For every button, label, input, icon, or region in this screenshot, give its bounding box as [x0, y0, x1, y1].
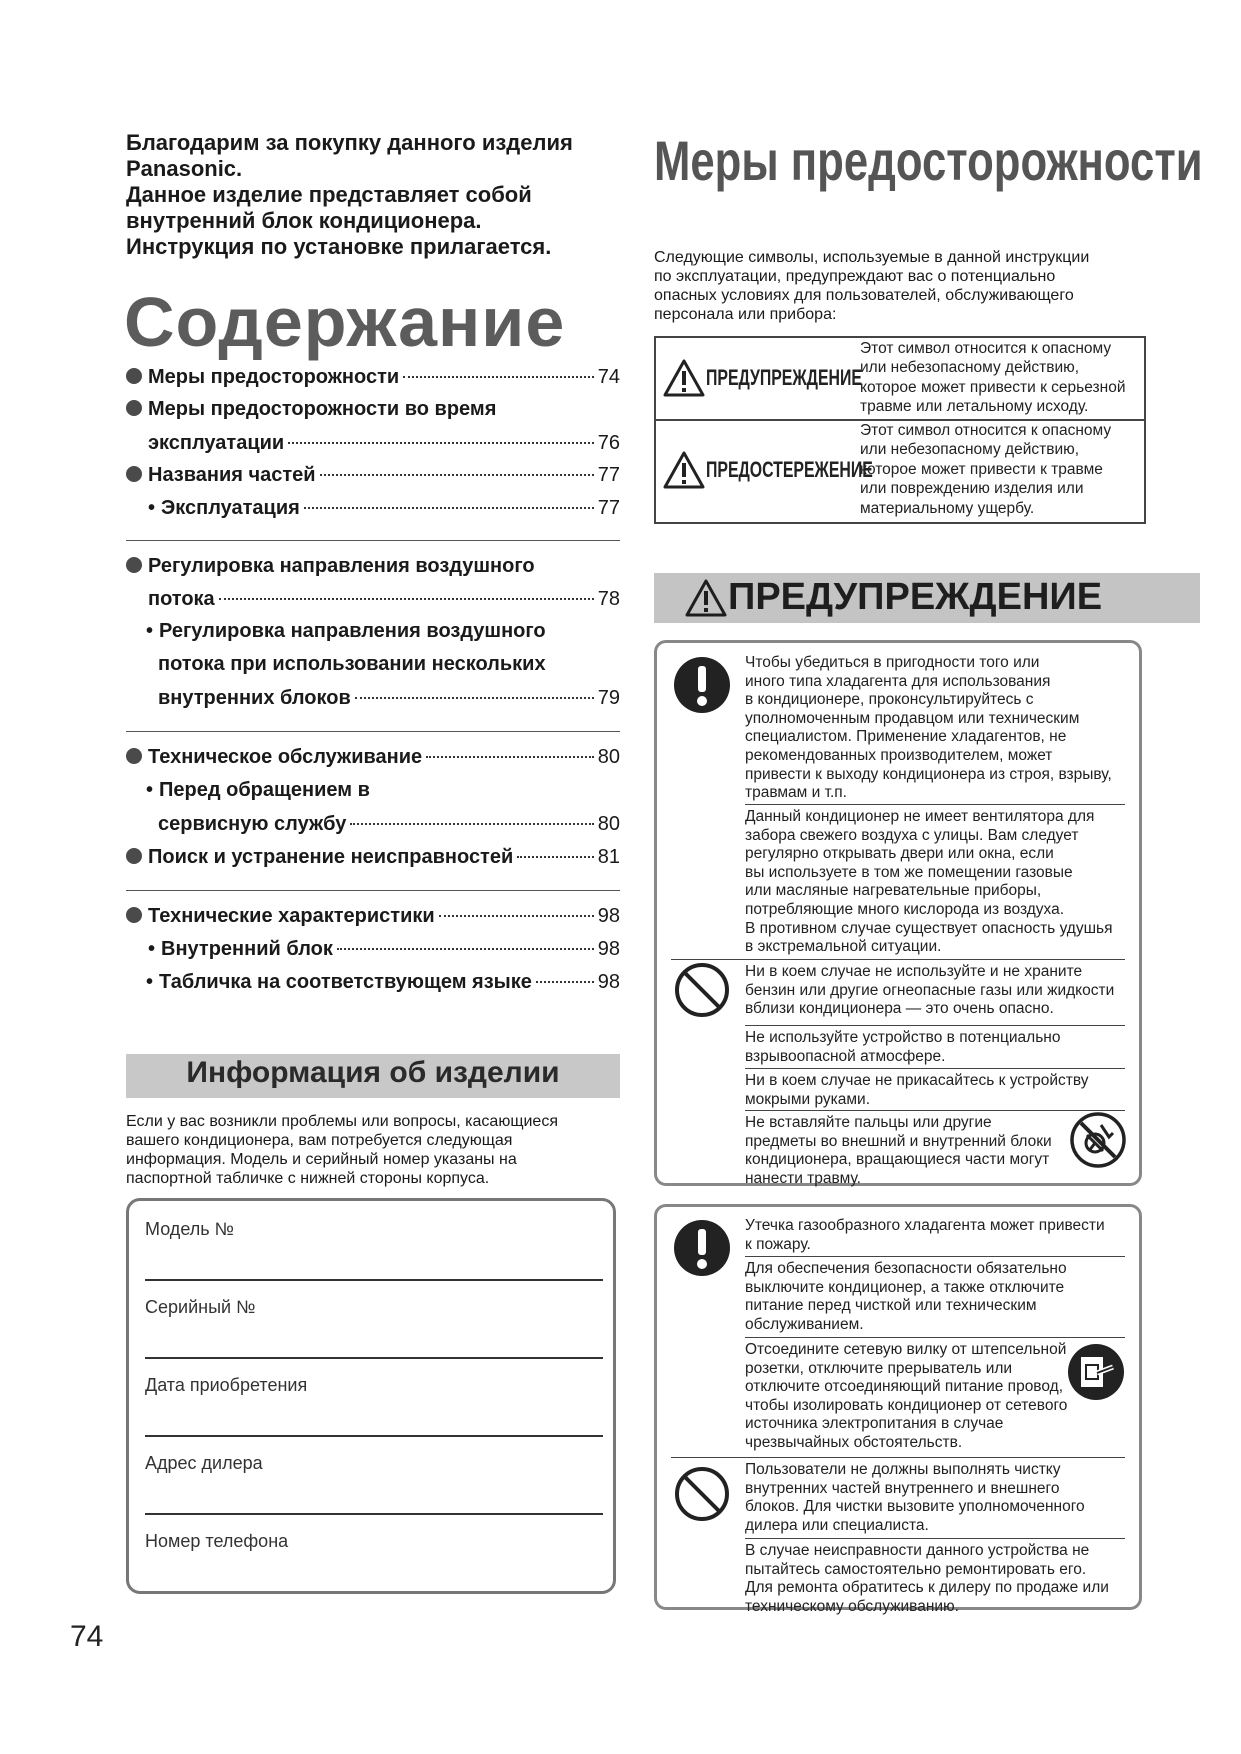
toc-page: 98: [597, 971, 620, 993]
dot-leader: [403, 376, 594, 378]
text-line: Чтобы убедиться в пригодности того или: [745, 654, 1040, 671]
warning-triangle-icon: [662, 358, 706, 398]
warning-heading: [684, 576, 1102, 619]
item-divider: [745, 1110, 1125, 1111]
warning-item: [745, 1114, 1135, 1188]
text-line: травме или летальному исходу.: [860, 398, 1089, 416]
toc-item-operation-precautions-cont[interactable]: [148, 432, 620, 462]
toc-item-before-service-cont[interactable]: [158, 813, 620, 843]
contents-title: Содержание: [124, 283, 566, 361]
text-line: или повреждению изделия или: [860, 480, 1084, 498]
toc-item-airflow-multi-cont[interactable]: [158, 653, 620, 683]
toc-label: Внутренний блок: [161, 938, 333, 960]
prohibited-icon: [673, 961, 731, 1019]
warning-item: [745, 654, 1135, 803]
intro-line: Благодарим за покупку данного изделия: [126, 130, 573, 155]
text-line: дилера или специалиста.: [745, 1516, 929, 1534]
section-divider: [671, 959, 1125, 960]
intro-line: Инструкция по установке прилагается.: [126, 234, 552, 259]
text-line: Для обеспечения безопасности обязательно: [745, 1260, 1067, 1277]
text-line: привести к выходу кондиционера из строя, взрыву,: [745, 765, 1112, 783]
toc-item-airflow-multi-cont2[interactable]: [158, 687, 620, 717]
toc-item-troubleshooting[interactable]: [126, 846, 620, 876]
toc-item-part-names[interactable]: [126, 464, 620, 494]
precautions-intro: [654, 248, 1154, 324]
text-line: Утечка газообразного хладагента может привести: [745, 1217, 1105, 1234]
text-line: которое может привести к серьезной: [860, 378, 1126, 396]
text-line: чтобы изолировать кондиционер от сетевого: [745, 1396, 1068, 1414]
dot-leader: [439, 915, 594, 917]
text-line: по эксплуатации, предупреждают вас о потенциально: [654, 268, 1056, 285]
toc-label: Табличка на соответствующем языке: [159, 971, 532, 993]
text-line: чрезвычайных обстоятельств.: [745, 1433, 963, 1451]
intro-text: [126, 130, 646, 260]
symbol-legend-table: [654, 336, 1146, 524]
toc-page: 81: [597, 846, 620, 868]
dot-leader: [337, 948, 594, 950]
text-line: в экстремальной ситуации.: [745, 938, 942, 956]
toc-label: Регулировка направления воздушного: [159, 620, 546, 642]
symbol-row-caution: [656, 420, 1144, 522]
toc-label: внутренних блоков: [158, 687, 351, 709]
mandatory-exclamation-icon: [673, 656, 731, 714]
toc-divider: [126, 890, 620, 891]
text-line: мокрыми руками.: [745, 1090, 870, 1108]
warning-item: [745, 1260, 1135, 1334]
page-number: 74: [70, 1620, 104, 1653]
toc-item-maintenance[interactable]: [126, 746, 620, 776]
text-line: Ни в коем случае не используйте и не храните: [745, 963, 1083, 980]
symbol-description: [860, 339, 1125, 417]
bullet-icon: [126, 748, 142, 764]
text-line: иного типа хладагента для использования: [745, 672, 1051, 690]
toc-label: эксплуатации: [148, 432, 285, 454]
dot-leader: [219, 598, 594, 600]
text-line: травмам и т.п.: [745, 784, 847, 802]
toc-page: 79: [597, 687, 620, 709]
dot-leader: [320, 474, 594, 476]
text-line: внутренних частей внутреннего и внешнего: [745, 1479, 1060, 1497]
serial-label: Серийный №: [145, 1297, 256, 1317]
text-line: В случае неисправности данного устройства не: [745, 1542, 1090, 1559]
item-divider: [745, 1068, 1125, 1069]
toc-label: Поиск и устранение неисправностей: [148, 846, 514, 868]
text-line: Этот символ относится к опасному: [860, 340, 1112, 357]
dot-leader: [517, 856, 593, 858]
toc-item-language-plate[interactable]: [146, 971, 620, 1001]
symbol-word: ПРЕДОСТЕРЕЖЕНИЕ: [706, 457, 873, 482]
item-divider: [745, 1256, 1125, 1257]
toc-label: Перед обращением в: [159, 779, 370, 801]
text-line: нанести травму.: [745, 1169, 861, 1187]
dot-leader: [426, 756, 594, 758]
model-label: Модель №: [145, 1219, 234, 1239]
toc-item-specifications[interactable]: [126, 905, 620, 935]
text-line: информация. Модель и серийный номер указаны на: [126, 1151, 517, 1168]
text-line: потребляющие много кислорода из воздуха.: [745, 900, 1065, 918]
text-line: вы используете в том же помещении газовые: [745, 863, 1073, 881]
text-line: паспортной табличке с нижней стороны корпуса.: [126, 1170, 490, 1187]
purchase-date-field[interactable]: [145, 1435, 603, 1437]
warning-item: [745, 1029, 1135, 1066]
sub-bullet: •: [146, 971, 154, 993]
text-line: отключите отсоединяющий питание провод,: [745, 1378, 1063, 1396]
text-line: пытайтесь самостоятельно ремонтировать его.: [745, 1560, 1087, 1578]
text-line: или небезопасному действию,: [860, 441, 1080, 459]
toc-item-before-service[interactable]: [146, 779, 620, 809]
dot-leader: [304, 507, 594, 509]
warning-box-1: [654, 640, 1142, 1186]
mandatory-exclamation-icon: [673, 1219, 731, 1277]
toc-label: Техническое обслуживание: [148, 746, 423, 768]
warning-item: [745, 1542, 1135, 1616]
text-line: вашего кондиционера, вам потребуется следующая: [126, 1132, 513, 1149]
text-line: взрывоопасной атмосфере.: [745, 1047, 946, 1065]
model-field[interactable]: [145, 1279, 603, 1281]
caution-triangle-icon: [662, 450, 706, 490]
toc-label: Меры предосторожности: [148, 366, 400, 388]
text-line: специалистом. Применение хладагентов, не: [745, 728, 1067, 746]
dot-leader: [350, 823, 593, 825]
text-line: Следующие символы, используемые в данной инструкции: [654, 249, 1090, 266]
item-divider: [745, 804, 1125, 805]
bullet-icon: [126, 557, 142, 573]
toc-page: 77: [597, 464, 620, 486]
text-line: в кондиционере, проконсультируйтесь с: [745, 691, 1034, 709]
intro-line: Panasonic.: [126, 156, 243, 181]
serial-field[interactable]: [145, 1357, 603, 1359]
text-line: Не вставляйте пальцы или другие: [745, 1114, 992, 1131]
precautions-title: Меры предосторожности: [654, 129, 1203, 192]
sub-bullet: •: [146, 620, 154, 642]
sub-bullet: •: [148, 497, 156, 519]
toc-item-operation[interactable]: [148, 497, 620, 527]
text-line: которое может привести к травме: [860, 460, 1103, 478]
text-line: источника электропитания в случае: [745, 1415, 1004, 1433]
warning-triangle-icon: [684, 578, 728, 618]
warning-item: [745, 1072, 1135, 1109]
purchase-date-label: Дата приобретения: [145, 1375, 308, 1395]
toc-label: потока при использовании нескольких: [158, 653, 546, 675]
dot-leader: [288, 442, 594, 444]
toc-item-airflow-cont[interactable]: [148, 588, 620, 618]
product-info-form: [126, 1198, 616, 1594]
text-line: или небезопасному действию,: [860, 359, 1080, 377]
text-line: Данный кондиционер не имеет вентилятора для: [745, 808, 1095, 825]
toc-page: 80: [597, 746, 620, 768]
text-line: рекомендованных производителем, может: [745, 746, 1053, 764]
phone-label: Номер телефона: [145, 1531, 289, 1551]
item-divider: [745, 1025, 1125, 1026]
symbol-description: [860, 421, 1111, 518]
intro-line: внутренний блок кондиционера.: [126, 208, 482, 233]
toc-page: 98: [597, 905, 620, 927]
text-line: к пожару.: [745, 1235, 811, 1253]
text-line: Для ремонта обратитесь к дилеру по продаже или: [745, 1579, 1109, 1597]
symbol-row-warning: [656, 338, 1144, 419]
text-line: Пользователи не должны выполнять чистку: [745, 1461, 1061, 1478]
section-divider: [671, 1457, 1125, 1458]
text-line: вблизи кондиционера — это очень опасно.: [745, 1000, 1054, 1018]
text-line: обслуживанием.: [745, 1315, 864, 1333]
dealer-address-label: Адрес дилера: [145, 1453, 263, 1473]
toc-label: Меры предосторожности во время: [148, 398, 497, 420]
text-line: питание перед чисткой или техническим: [745, 1297, 1037, 1315]
text-line: Не используйте устройство в потенциально: [745, 1029, 1061, 1046]
text-line: материальному ущербу.: [860, 499, 1035, 517]
text-line: кондиционера, вращающиеся части могут: [745, 1151, 1050, 1169]
bullet-icon: [126, 466, 142, 482]
text-line: персонала или прибора:: [654, 306, 837, 323]
toc-page: 77: [597, 497, 620, 519]
warning-item: [745, 1461, 1135, 1535]
toc-label: Эксплуатация: [161, 497, 300, 519]
text-line: Если у вас возникли проблемы или вопросы, касающиеся: [126, 1113, 558, 1130]
toc-label: Регулировка направления воздушного: [148, 555, 535, 577]
bullet-icon: [126, 400, 142, 416]
intro-line: Данное изделие представляет собой: [126, 182, 532, 207]
text-line: В противном случае существует опасность удушья: [745, 919, 1113, 937]
toc-page: 78: [597, 588, 620, 610]
toc-page: 74: [597, 366, 620, 388]
item-divider: [745, 1337, 1125, 1338]
toc-page: 76: [597, 432, 620, 454]
sub-bullet: •: [146, 779, 154, 801]
text-line: выключите кондиционер, а также отключите: [745, 1278, 1065, 1296]
item-divider: [745, 1538, 1125, 1539]
product-info-text: [126, 1112, 620, 1188]
text-line: опасных условиях для пользователей, обслуживающего: [654, 287, 1074, 304]
text-line: забора свежего воздуха с улицы. Вам следует: [745, 826, 1079, 844]
text-line: Этот символ относится к опасному: [860, 422, 1112, 439]
toc-item-indoor-unit[interactable]: [148, 938, 620, 968]
symbol-word: ПРЕДУПРЕЖДЕНИЕ: [706, 365, 862, 390]
text-line: уполномоченным продавцом или техническим: [745, 709, 1080, 727]
dealer-address-field[interactable]: [145, 1513, 603, 1515]
prohibited-icon: [673, 1465, 731, 1523]
toc-label: сервисную службу: [158, 813, 347, 835]
bullet-icon: [126, 368, 142, 384]
bullet-icon: [126, 848, 142, 864]
dot-leader: [355, 697, 594, 699]
toc-item-airflow-multi[interactable]: [146, 620, 620, 650]
text-line: блоков. Для чистки вызовите уполномоченного: [745, 1498, 1085, 1516]
text-line: регулярно открывать двери или окна, если: [745, 845, 1054, 863]
toc-item-precautions[interactable]: [126, 366, 620, 396]
text-line: техническому обслуживанию.: [745, 1597, 959, 1615]
warning-item: [745, 963, 1135, 1019]
toc-label: Технические характеристики: [148, 905, 435, 927]
toc-item-operation-precautions[interactable]: [126, 398, 620, 428]
warning-item: [745, 1217, 1135, 1254]
text-line: Ни в коем случае не прикасайтесь к устройству: [745, 1072, 1089, 1089]
warning-item: [745, 1341, 1135, 1453]
text-line: Отсоедините сетевую вилку от штепсельной: [745, 1341, 1067, 1358]
warning-item: [745, 808, 1135, 957]
toc-divider: [126, 731, 620, 732]
dot-leader: [536, 981, 594, 983]
sub-bullet: •: [148, 938, 156, 960]
text-line: или масляные нагревательные приборы,: [745, 882, 1042, 900]
bullet-icon: [126, 907, 142, 923]
toc-page: 80: [597, 813, 620, 835]
warning-heading-text: ПРЕДУПРЕЖДЕНИЕ: [728, 576, 1103, 618]
toc-item-airflow[interactable]: [126, 555, 620, 585]
product-info-title: Информация об изделии: [186, 1056, 560, 1089]
text-line: предметы во внешний и внутренний блоки: [745, 1132, 1052, 1150]
text-line: бензин или другие огнеопасные газы или жидкости: [745, 981, 1115, 999]
text-line: розетки, отключите прерыватель или: [745, 1359, 1013, 1377]
warning-box-2: [654, 1204, 1142, 1615]
toc-page: 98: [597, 938, 620, 960]
toc-label: потока: [148, 588, 215, 610]
toc-divider: [126, 540, 620, 541]
toc-label: Названия частей: [148, 464, 316, 486]
